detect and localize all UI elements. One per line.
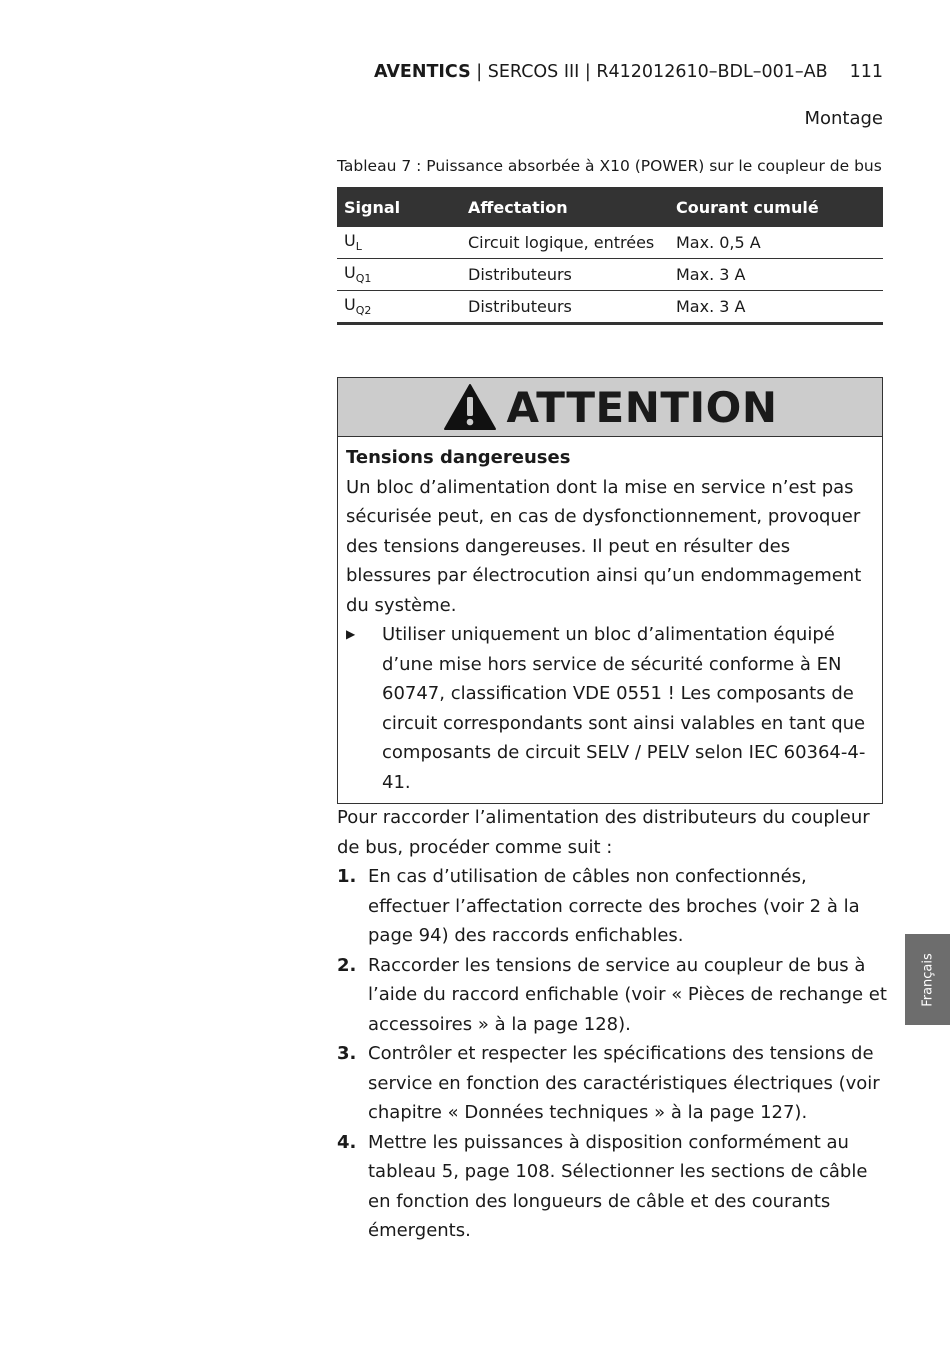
step-number: 1. bbox=[337, 866, 357, 887]
step-text: Contrôler et respecter les spécifications des tensions de service en fonction des caractéristiques électriques (voir chapitre « Données techniques » à la page 127). bbox=[368, 1043, 880, 1123]
section-title: Montage bbox=[804, 108, 883, 129]
warning-triangle-icon bbox=[443, 383, 497, 431]
step-text: Mettre les puissances à disposition conformément au tableau 5, page 108. Sélectionner les sections de câble en fonction des longueurs de câble et des courants émergents. bbox=[368, 1131, 868, 1241]
procedure-step bbox=[337, 951, 887, 1040]
warning-label: ATTENTION bbox=[506, 382, 778, 432]
procedure-step bbox=[337, 1039, 887, 1128]
affectation-cell: Distributeurs bbox=[461, 259, 669, 291]
step-number: 3. bbox=[337, 1043, 357, 1064]
bullet-marker-icon: ▶ bbox=[346, 627, 356, 641]
signal-cell: $U_{Q2}$ bbox=[337, 291, 461, 324]
procedure-intro: Pour raccorder l’alimentation des distributeurs du coupleur de bus, procéder comme suit : bbox=[337, 807, 870, 858]
step-text: En cas d’utilisation de câbles non confectionnés, effectuer l’affectation correcte des broches (voir 2 à la page 94) des raccords enfichables. bbox=[368, 866, 860, 946]
warning-instruction bbox=[346, 620, 872, 797]
step-number: 2. bbox=[337, 954, 357, 976]
power-table bbox=[337, 187, 883, 325]
brand-name: AVENTICS bbox=[373, 62, 471, 82]
document-info: | SERCOS III | R412012610–BDL–001–AB bbox=[470, 62, 828, 82]
column-header-courant: Courant cumulé bbox=[669, 187, 883, 227]
language-tab-label: Français bbox=[920, 952, 935, 1007]
warning-box bbox=[337, 377, 883, 804]
language-tab bbox=[905, 934, 950, 1025]
table-row bbox=[337, 227, 883, 259]
page-number: 111 bbox=[849, 62, 883, 82]
step-text: Raccorder les tensions de service au coupleur de bus à l’aide du raccord enfichable (voir « Pièces de rechange et accessoires » à la page 128). bbox=[368, 954, 887, 1035]
table-caption: Tableau 7 : Puissance absorbée à X10 (POWER) sur le coupleur de bus bbox=[337, 157, 882, 175]
table-header-row bbox=[337, 187, 883, 227]
warning-instruction-text: Utiliser uniquement un bloc d’alimentation équipé d’une mise hors service de sécurité conforme à EN 60747, classification VDE 0551 ! Les composants de circuit correspondants sont ainsi valables en tant que composants de circuit SELV / PELV selon IEC 60364-4-41. bbox=[382, 624, 866, 793]
affectation-cell: Distributeurs bbox=[461, 291, 669, 324]
warning-text: Un bloc d’alimentation dont la mise en service n’est pas sécurisée peut, en cas de dysfonctionnement, provoquer des tensions dangereuses. Il peut en résulter des blessures par électrocution ainsi qu’un endommagement du système. bbox=[346, 476, 862, 616]
table-row bbox=[337, 291, 883, 324]
column-header-affectation: Affectation bbox=[461, 187, 669, 227]
procedure-step bbox=[337, 1128, 887, 1246]
column-header-signal: Signal bbox=[337, 187, 461, 227]
courant-cell: Max. 0,5 A bbox=[669, 227, 883, 259]
courant-cell: Max. 3 A bbox=[669, 259, 883, 291]
step-number: 4. bbox=[337, 1131, 357, 1153]
procedure bbox=[337, 803, 887, 1246]
page-header bbox=[337, 62, 883, 82]
table-row bbox=[337, 259, 883, 291]
courant-cell: Max. 3 A bbox=[669, 291, 883, 324]
signal-cell: $U_{Q1}$ bbox=[337, 259, 461, 291]
warning-body bbox=[338, 437, 882, 803]
affectation-cell: Circuit logique, entrées bbox=[461, 227, 669, 259]
procedure-step bbox=[337, 862, 887, 951]
warning-title: Tensions dangereuses bbox=[346, 447, 571, 468]
warning-header bbox=[338, 378, 882, 437]
signal-cell: $U_L$ bbox=[337, 227, 461, 259]
